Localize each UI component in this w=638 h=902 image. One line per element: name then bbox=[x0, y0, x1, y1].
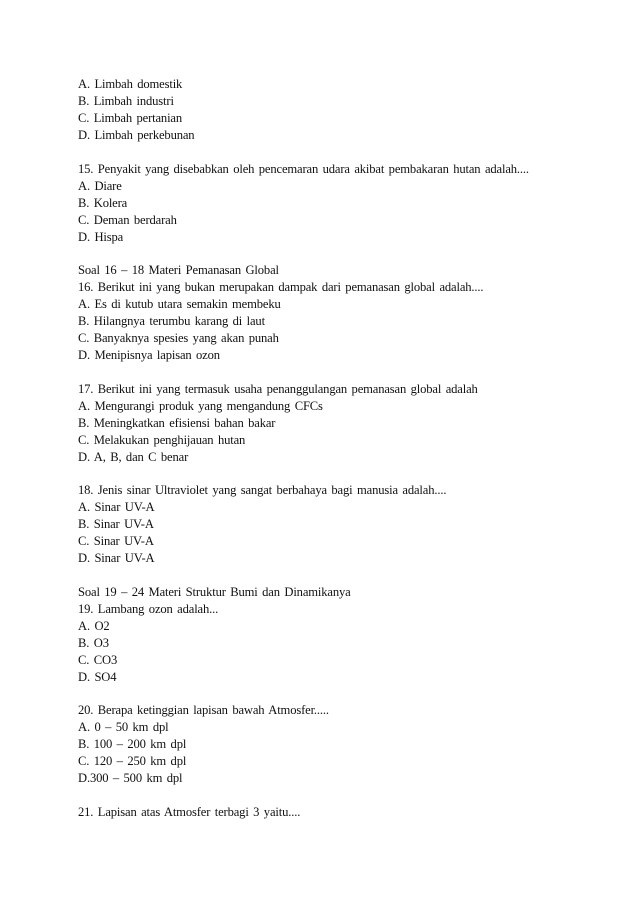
answer-option: D. Sinar UV-A bbox=[78, 551, 155, 565]
answer-option: B. Kolera bbox=[78, 195, 128, 210]
section-heading: Soal 19 – 24 Materi Struktur Bumi dan Dinamikanya bbox=[78, 584, 351, 599]
answer-option: D.300 – 500 km dpl bbox=[78, 771, 183, 785]
answer-option: C. Limbah pertanian bbox=[78, 111, 183, 125]
answer-option: C. Sinar UV-A bbox=[78, 534, 154, 548]
answer-option: C. Melakukan penghijauan hutan bbox=[78, 432, 246, 447]
question-16: 16. Berikut ini yang bukan merupakan dampak dari pemanasan global adalah.... bbox=[78, 280, 484, 294]
answer-option: B. Limbah industri bbox=[78, 94, 174, 108]
spacer bbox=[78, 364, 598, 381]
spacer bbox=[78, 466, 598, 483]
spacer bbox=[78, 787, 598, 804]
answer-option: B. Sinar UV-A bbox=[78, 517, 154, 531]
answer-option: D. Hispa bbox=[78, 229, 124, 244]
spacer bbox=[78, 686, 598, 703]
answer-option: A. 0 – 50 km dpl bbox=[78, 720, 169, 734]
spacer bbox=[78, 567, 598, 584]
spacer bbox=[78, 246, 598, 263]
answer-option: D. SO4 bbox=[78, 669, 117, 684]
question-18: 18. Jenis sinar Ultraviolet yang sangat berbahaya bagi manusia adalah.... bbox=[78, 483, 447, 497]
answer-option: B. 100 – 200 km dpl bbox=[78, 737, 187, 751]
answer-option: A. Diare bbox=[78, 178, 122, 193]
answer-option: C. Banyaknya spesies yang akan punah bbox=[78, 331, 279, 345]
section-heading: Soal 16 – 18 Materi Pemanasan Global bbox=[78, 263, 279, 277]
answer-option: C. CO3 bbox=[78, 652, 118, 667]
answer-option: B. Hilangnya terumbu karang di laut bbox=[78, 314, 265, 328]
question-21: 21. Lapisan atas Atmosfer terbagi 3 yaitu.... bbox=[78, 804, 301, 819]
question-15: 15. Penyakit yang disebabkan oleh pencemaran udara akibat pembakaran hutan adalah.... bbox=[78, 161, 529, 176]
document-content bbox=[78, 76, 598, 821]
answer-option: C. 120 – 250 km dpl bbox=[78, 754, 187, 768]
answer-option: A. Es di kutub utara semakin membeku bbox=[78, 297, 281, 311]
answer-option: C. Deman berdarah bbox=[78, 212, 177, 227]
answer-option: D. Menipisnya lapisan ozon bbox=[78, 348, 220, 362]
answer-option: D. Limbah perkebunan bbox=[78, 128, 195, 142]
answer-option: A. Sinar UV-A bbox=[78, 500, 155, 514]
question-19: 19. Lambang ozon adalah... bbox=[78, 601, 219, 616]
question-17: 17. Berikut ini yang termasuk usaha penanggulangan pemanasan global adalah bbox=[78, 381, 478, 396]
answer-option: A. O2 bbox=[78, 618, 110, 633]
answer-option: A. Mengurangi produk yang mengandung CFCs bbox=[78, 398, 323, 413]
answer-option: B. O3 bbox=[78, 635, 109, 650]
answer-option: B. Meningkatkan efisiensi bahan bakar bbox=[78, 415, 276, 430]
answer-option: A. Limbah domestik bbox=[78, 77, 183, 91]
spacer bbox=[78, 144, 598, 161]
answer-option: D. A, B, dan C benar bbox=[78, 449, 189, 464]
question-20: 20. Berapa ketinggian lapisan bawah Atmosfer..... bbox=[78, 703, 329, 717]
